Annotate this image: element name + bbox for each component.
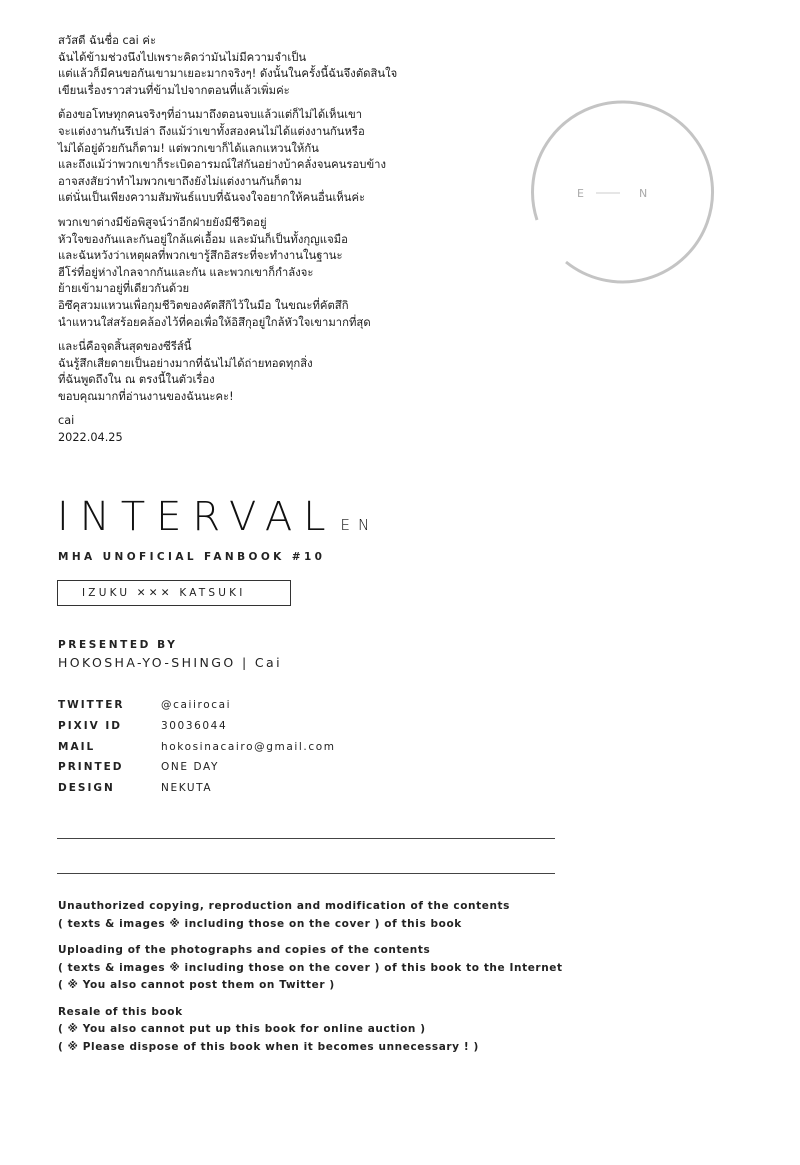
text-line: หัวใจของกันและกันอยู่ใกล้แค่เอื้อม และมันก็เป็นทั้งกุญแจมือ: [58, 232, 348, 246]
text-line: ( ※ Please dispose of this book when it becomes unnecessary ! ): [58, 1040, 479, 1053]
book-subtitle: MHA UNOFICIAL FANBOOK #10: [58, 551, 326, 563]
legal-paragraph: [58, 898, 563, 933]
info-value: ONE DAY: [161, 761, 219, 774]
info-key: TWITTER: [58, 699, 125, 712]
book-title: [57, 494, 377, 540]
text-line: แต่แล้วก็มีคนขอกันเขามาเยอะมากจริงๆ! ดังนั้นในครั้งนี้ฉันจึงตัดสินใจ: [58, 67, 398, 81]
info-key: PIXIV ID: [58, 720, 123, 733]
author-name: HOKOSHA-YO-SHINGO | Cai: [58, 655, 282, 670]
text-line: นำแหวนใส่สร้อยคล้องไว้ที่คอเพื่อให้อิสึกุอยู่ใกล้หัวใจเขามากที่สุด: [58, 315, 371, 329]
info-row: [58, 778, 336, 799]
info-value: NEKUTA: [161, 782, 213, 795]
text-line: ฉันรู้สึกเสียดายเป็นอย่างมากที่ฉันไม่ได้ถ่ายทอดทุกสิ่ง: [58, 356, 313, 370]
afterword-paragraph: [58, 107, 478, 207]
logo-letter-right: N: [639, 187, 648, 200]
text-line: Uploading of the photographs and copies of the contents: [58, 944, 431, 956]
text-line: ต้องขอโทษทุกคนจริงๆที่อ่านมาถึงตอนจบแล้วแต่ก็ไม่ได้เห็นเขา: [58, 108, 363, 122]
legal-paragraph: [58, 1004, 563, 1057]
logo-letter-left: E: [577, 187, 584, 200]
title-main: INTERVAL: [57, 494, 337, 540]
divider-line: [57, 873, 555, 874]
text-line: ( texts & images ※ including those on the cover ) of this book to the Internet: [58, 961, 563, 974]
text-line: สวัสดี ฉันชื่อ cai ค่ะ: [58, 34, 157, 47]
info-row: [58, 736, 336, 757]
text-line: พวกเขาต่างมีข้อพิสูจน์ว่าอีกฝ่ายยังมีชีวิตอยู่: [58, 215, 267, 229]
presented-by-label: PRESENTED BY: [58, 639, 178, 651]
afterword-text: [58, 33, 478, 455]
info-row: [58, 716, 336, 737]
text-line: ฉันได้ข้ามช่วงนึงไปเพราะคิดว่ามันไม่มีความจำเป็น: [58, 50, 307, 64]
text-line: ฮีโร่ที่อยู่ห่างไกลจากกันและกัน และพวกเขาก็กำลังจะ: [58, 265, 314, 279]
pairing-box: IZUKU ✕✕✕ KATSUKI: [57, 580, 291, 606]
text-line: จะแต่งงานกันรึเปล่า ถึงแม้ว่าเขาทั้งสองคนไม่ได้แต่งงานกันหรือ: [58, 124, 365, 138]
info-key: DESIGN: [58, 782, 115, 795]
text-line: ขอบคุณมากที่อ่านงานของฉันนะคะ!: [58, 389, 234, 403]
legal-notice: [58, 898, 563, 1065]
text-line: ( ※ You also cannot put up this book for online auction ): [58, 1023, 426, 1035]
text-line: ( ※ You also cannot post them on Twitter ): [58, 979, 335, 991]
info-row: [58, 757, 336, 778]
afterword-paragraph: [58, 33, 478, 99]
colophon-info: [58, 695, 336, 798]
legal-paragraph: [58, 942, 563, 995]
text-line: ย้ายเข้ามาอยู่ที่เดียวกันด้วย: [58, 282, 190, 296]
info-key: PRINTED: [58, 761, 124, 774]
signature-date: 2022.04.25: [58, 431, 123, 445]
text-line: ไม่ได้อยู่ด้วยกันก็ตาม! แต่พวกเขาก็ได้แลกแหวนให้กัน: [58, 141, 319, 155]
text-line: แต่นั่นเป็นเพียงความสัมพันธ์แบบที่ฉันจงใจอยากให้คนอื่นเห็นค่ะ: [58, 191, 366, 205]
en-circle-logo: [520, 90, 720, 290]
info-value: @caiirocai: [161, 699, 232, 712]
text-line: ที่ฉันพูดถึงใน ณ ตรงนี้ในตัวเรื่อง: [58, 373, 215, 387]
info-value: hokosinacairo@gmail.com: [161, 740, 336, 753]
info-row: [58, 695, 336, 716]
text-line: ( texts & images ※ including those on the cover ) of this book: [58, 917, 462, 930]
text-line: Unauthorized copying, reproduction and modification of the contents: [58, 900, 511, 912]
info-key: MAIL: [58, 740, 96, 753]
text-line: และนี่คือจุดสิ้นสุดของซีรีส์นี้: [58, 340, 192, 354]
text-line: และถึงแม้ว่าพวกเขาก็ระเบิดอารมณ์ใส่กันอย่างบ้าคลั่งจนคนรอบข้าง: [58, 158, 387, 172]
text-line: อาจสงสัยว่าทำไมพวกเขาถึงยังไม่แต่งงานกันก็ตาม: [58, 174, 302, 188]
afterword-paragraph: [58, 215, 478, 331]
text-line: อิซึคุสวมแหวนเพื่อกุมชีวิตของคัตสึกิไว้ในมือ ในขณะที่คัตสึกิ: [58, 298, 349, 312]
text-line: เขียนเรื่องราวส่วนที่ข้ามไปจากตอนที่แล้วเพิ่มค่ะ: [58, 83, 290, 97]
signature: [58, 413, 478, 446]
text-line: และฉันหวังว่าเหตุผลที่พวกเขารู้สึกอิสระที่จะทำงานในฐานะ: [58, 249, 343, 263]
logo-arc: [533, 102, 713, 282]
title-suffix: EN: [340, 516, 378, 534]
info-value: 30036044: [161, 720, 228, 733]
text-line: Resale of this book: [58, 1005, 183, 1018]
afterword-paragraph: [58, 339, 478, 405]
signature-name: cai: [58, 414, 75, 428]
divider-line: [57, 838, 555, 839]
